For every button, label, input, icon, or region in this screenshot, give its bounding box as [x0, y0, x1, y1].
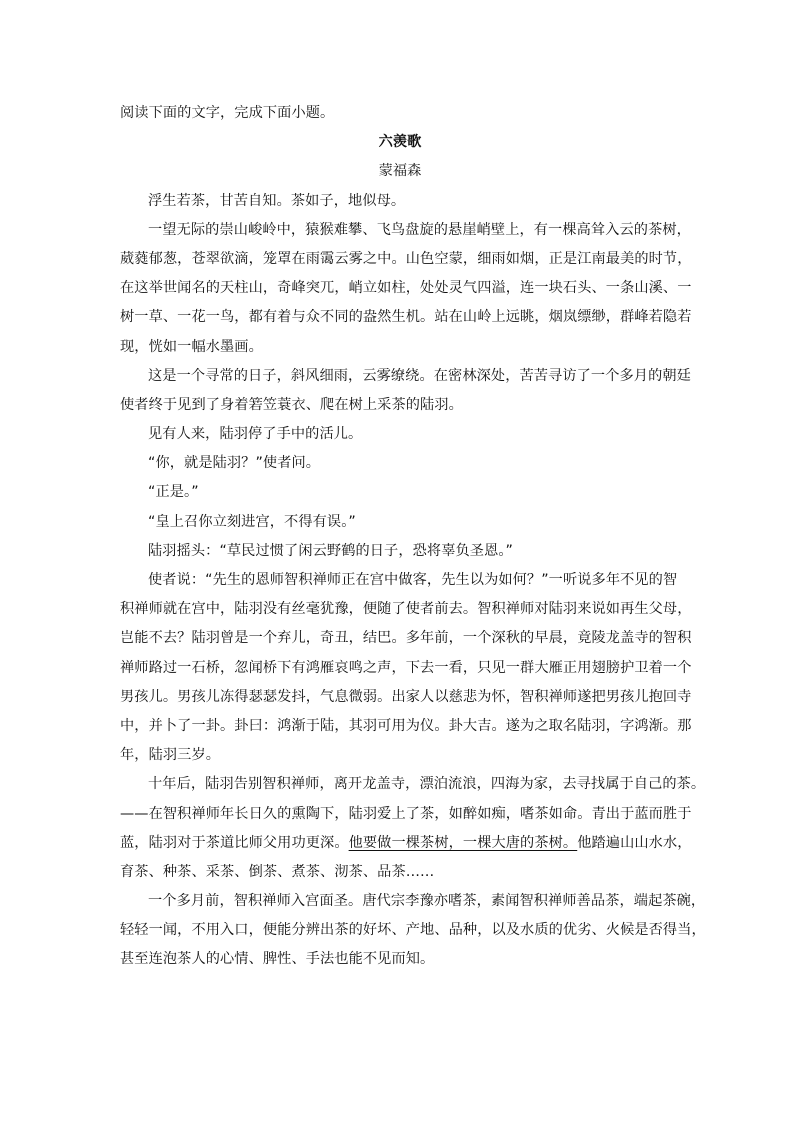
text-line: 树一草、一花一鸟，都有着与众不同的盎然生机。站在山岭上远眺，烟岚缥缈，群峰若隐若 — [120, 309, 692, 326]
text-line: 育茶、种茶、采茶、倒茶、煮茶、沏茶、品茶…… — [120, 863, 435, 880]
text-line: “正是。” — [148, 484, 199, 501]
underlined-sentence: 他要做一棵茶树，一棵大唐的茶树。 — [348, 834, 578, 851]
text-line: 男孩儿。男孩儿冻得瑟瑟发抖，气息微弱。出家人以慈悲为怀，智积禅师遂把男孩儿抱回寺 — [120, 688, 692, 705]
text-line: 现，恍如一幅水墨画。 — [120, 338, 263, 355]
text-line: 积禅师就在宫中，陆羽没有丝毫犹豫，便随了使者前去。智积禅师对陆羽来说如再生父母， — [120, 601, 692, 618]
text-line: 年，陆羽三岁。 — [120, 747, 221, 764]
text-segment: 蓝，陆羽对于茶道比师父用功更深。 — [120, 834, 349, 851]
text-line: “皇上召你立刻进宫，不得有误。” — [148, 513, 356, 530]
text-line: 使者说：“先生的恩师智积禅师正在宫中做客，先生以为如何？”一听说多年不见的智 — [148, 572, 678, 588]
text-line: 陆羽摇头：“草民过惯了闲云野鹤的日子，恐将辜负圣恩。” — [148, 542, 513, 559]
text-line: 这是一个寻常的日子，斜风细雨，云雾缭绕。在密林深处，苦苦寻访了一个多月的朝廷 — [148, 367, 691, 384]
text-line: “你，就是陆羽？”使者问。 — [148, 455, 321, 472]
text-line: 葳蕤郁葱，苍翠欲滴，笼罩在雨霭云雾之中。山色空蒙，细雨如烟，正是江南最美的时节， — [120, 250, 692, 267]
text-segment: 他踏遍山山水水， — [577, 834, 692, 851]
text-line: 见有人来，陆羽停了手中的活儿。 — [148, 426, 363, 443]
text-line: 禅师路过一石桥，忽闻桥下有鸿雁哀鸣之声，下去一看，只见一群大雁正用翅膀护卫着一个 — [120, 659, 692, 676]
document-body — [120, 99, 706, 975]
article-title: 六羡歌 — [378, 134, 422, 151]
text-line: 浮生若茶，甘苦自知。茶如子，地似母。 — [148, 192, 406, 209]
text-line: 甚至连泡茶人的心情、脾性、手法也能不见而知。 — [120, 951, 435, 968]
text-line: 中，并卜了一卦。卦曰：鸿渐于陆，其羽可用为仪。卦大吉。遂为之取名陆羽，字鸿渐。那 — [120, 717, 692, 734]
text-line: 十年后，陆羽告别智积禅师，离开龙盖寺，漂泊流浪，四海为家，去寻找属于自己的茶。 — [148, 776, 706, 793]
article-author: 蒙福森 — [378, 163, 422, 180]
text-line: 使者终于见到了身着箬笠蓑衣、爬在树上采茶的陆羽。 — [120, 396, 463, 413]
instruction: 阅读下面的文字，完成下面小题。 — [120, 105, 335, 121]
text-line: 一个多月前，智积禅师入宫面圣。唐代宗李豫亦嗜茶，素闻智积禅师善品茶，端起茶碗， — [148, 893, 706, 910]
text-line: 岂能不去？陆羽曾是一个弃儿，奇丑，结巴。多年前，一个深秋的早晨，竟陵龙盖寺的智积 — [120, 630, 692, 647]
text-line: 一望无际的崇山峻岭中，猿猴难攀、飞鸟盘旋的悬崖峭壁上，有一棵高耸入云的茶树， — [148, 221, 691, 238]
text-line: ——在智积禅师年长日久的熏陶下，陆羽爱上了茶，如醉如痴，嗜茶如命。青出于蓝而胜于 — [120, 805, 692, 822]
text-line — [120, 829, 692, 858]
text-line: 轻轻一闻，不用入口，便能分辨出茶的好坏、产地、品种，以及水质的优劣、火候是否得当， — [120, 922, 706, 939]
text-line: 在这举世闻名的天柱山，奇峰突兀，峭立如柱，处处灵气四溢，连一块石头、一条山溪、一 — [120, 280, 692, 297]
